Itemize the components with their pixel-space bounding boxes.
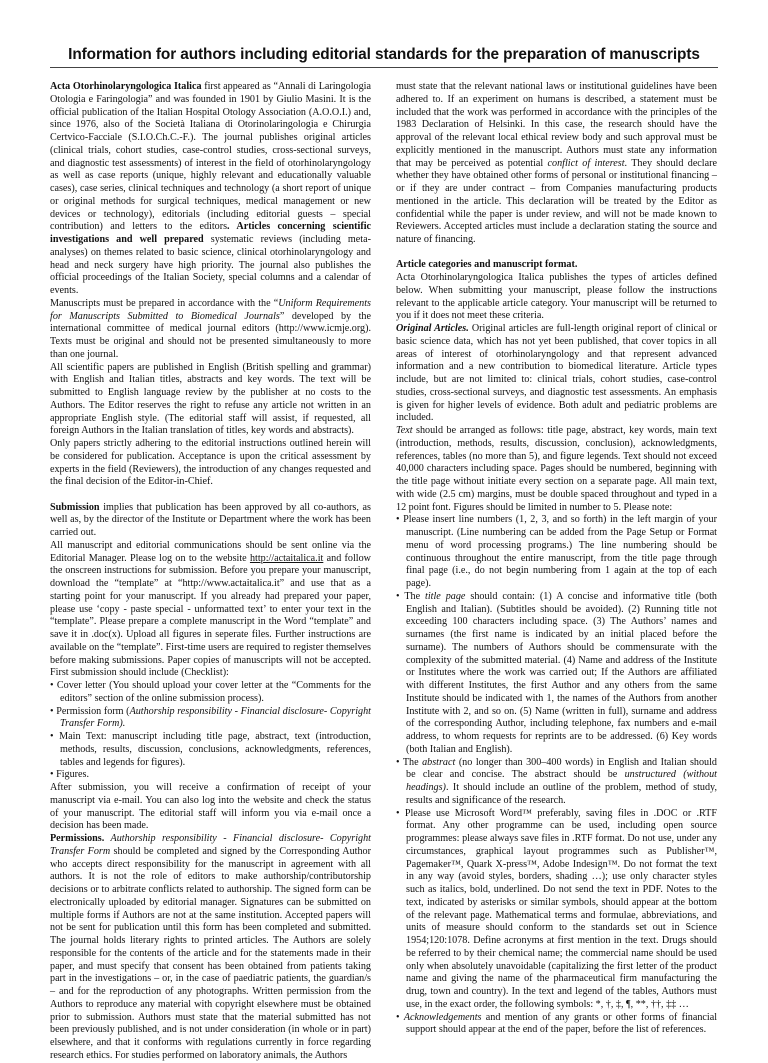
original-articles-paragraph: Original Articles. Original articles are full-length original report of clinical or basic science data, which has not yet been published, that cover topics in all areas of interest of otorhinolaryngology and that represent advanced information and a new contribution to biomedical literature. Article types include, but are not limited to: clinical trials, cohort studies, case-control studies, cross-sectional surveys, and diagnostic test assessments. An emphasis is given for higher levels of evidence. Both adult and pediatric problems are included. [396,323,717,424]
checklist-item: • Cover letter (You should upload your cover letter at the “Comments for the editors” section of the online submission process). [50,680,371,704]
acceptance-paragraph: Only papers strictly adhering to the editorial instructions outlined herein will be considered for publication. Acceptance is upon the critical assessment by experts in the field (Reviewers), the introduction of any changes requested and the final decision of the Editor-in-Chief. [50,438,371,488]
checklist-item: • Main Text: manuscript including title page, abstract, text (introduction, methods, results, discussion, conclusions, acknowledgments, references, tables and legends for figures). [50,731,371,768]
submission-paragraph: Submission implies that publication has been approved by all co-authors, as well as, by the director of the Institute or Department where the work has been carried out. [50,501,371,539]
format-bullet: • Please insert line numbers (1, 2, 3, and so forth) in the left margin of your manuscript. (Line numbering can be added from the Page Setup or Format menu of word processing programs.) The line numbering should be continuous throughout the entire manuscript, from the title page through final page (i.e., do not begin numbering from 1 again at the top of each page). [396,514,717,590]
permissions-paragraph: Permissions. Authorship responsibility - Financial disclosure- Copyright Transfer Form should be completed and signed by the Corresponding Author who accepts direct responsibility for the manuscript in agreement with all authors. It is not the role of editors to make authorship/contributorship decisions or to arbitrate conflicts related to authorship. The signed form can be electronically uploaded by editorial manager. Signatures can be submitted on multiple forms if Authors are not at the same institution. Accepted papers will not be sent for publication until this form has been completed and submitted. The journal holds literary rights to printed articles. The Authors are solely responsible for the contents of the article and for the statements made in their paper, and must specify that consent has been obtained from patients taking part in the investigations – or, in the case of paediatric patients, the guardian/s – and for the reproduction of any photographs. Written permission from the Authors to reproduce any material with copyright elsewhere must be obtained prior to submission. Authors must state that the material submitted has not been previously published, and is not under consideration (in whole or in part) elsewhere, and that it conforms with regulations currently in force regarding research ethics. For studies performed on laboratory animals, the Authors [50,833,371,1061]
section-gap [50,489,371,502]
checklist-item: • Figures. [50,769,89,781]
website-link[interactable]: http://actaitalica.it [249,552,324,564]
intro-paragraph: Acta Otorhinolaryngologica Italica first appeared as “Annali di Laringologia Otologia e Faringologia” and was founded in 1901 by Giulio Masini. It is the official publication of the Italian Hospital Otology Association (A.O.O.I.) and, since 1976, also of the Società Italiana di Otorinolaringologia e Chirurgia Certvico-Facciale (S.I.O.Ch.C.-F.). The journal publishes original articles (clinical trials, cohort studies, case-control studies, cross-sectional surveys, and diagnostic test assessments) of interest in the field of otorhinolaryngology as well as case reports (unique, highly relevant and educationally valuable cases), case series, clinical techniques and technology (a short report of unique or original methods for surgical techniques, medical management or new devices or technology), editorials (including editorial guests – special contribution) and letters to the editors. Articles concerning scientific investigations and well prepared systematic reviews (including meta-analyses) on themes related to basic science, clinical otorhinolaryngology and head and neck surgery have high priority. The journal also publishes the official proceedings of the Italian Society, special columns and a calendar of events. [50,81,372,296]
section-gap [396,247,717,260]
language-paragraph: All scientific papers are published in English (British spelling and grammar) with English and Italian titles, abstracts and key words. The text will be submitted to English language review by the publisher at no costs to the Authors. The Editor reserves the right to refuse any article not written in an appropriate English style. (The editorial staff will assist, if requested, all foreign Authors in the Italian translation of titles, key words and abstracts). [50,361,371,437]
categories-paragraph: Acta Otorhinolaryngologica Italica publishes the types of articles defined below. When submitting your manuscript, please follow the instructions relevant to the applicable article category. Your manuscript will be returned to you if it does not meet these criteria. [396,272,717,322]
manuscripts-paragraph: Manuscripts must be prepared in accordance with the “Uniform Requirements for Manuscripts Submitted to Biomedical Journals” developed by the international committee of medical journal editors (http://www.icmje.org). Texts must be original and should not be presented simultaneously to more than one journal. [50,297,371,360]
online-submission-paragraph: All manuscript and editorial communications should be sent online via the Editorial Manager. Please log on to the website http://actaitalica.it and follow the onscreen instructions for submission. Before you prepare your manuscript, download the “template” at “http://www.actaitalica.it” and use that as a starting point for your manuscript. If you already had prepared your paper, please use ‘copy - paste special - unformatted text’ to enter your text in the “template”. Please prepare a complete manuscript in the Word “template” and save it in .doc(x). Upload all figures in seperate files. Further instructions are available on the “template”. First-time users are required to register themselves before making submissions. Paper copies of manuscripts will not be accepted. First submission should include (Checklist): [50,539,371,679]
format-bullet: • Please use Microsoft Word™ preferably, saving files in .DOC or .RTF format. Any other programme can be used, including open source programmes: please always save files in .RTF format. Do not use, under any circumstances, graphical layout programmes such as Publisher™, Pagemaker™, Quark X-press™, Adobe Indesign™. Do not format the text in any way (avoid styles, borders, shading …); use only character styles such as italics, bold, underlined. Do not send the text in PDF. Notes to the text, indicated by asterisks or similar symbols, should appear at the bottom of the relevant page. Mathematical terms and formulae, abbreviations, and units of measure should conform to the standards set out in Science 1954;120:1078. Define acronyms at first mention in the text. Drugs should be referred to by their chemical name; the commercial name should be used only when absolutely unavoidable (capitalizing the first letter of the product name and giving the name of the pharmaceutical firm manufacturing the drug, town and country). In the text and legend of the tables, Authors must use, in the exact order, the following symbols: *, †, ‡, ¶, **, ††, ‡‡ … [396,807,717,1010]
ethics-paragraph: must state that the relevant national laws or institutional guidelines have been adhered to. If an experiment on humans is described, a statement must be included that the work was performed in accordance with the principles of the 1983 Declaration of Helsinki. In this case, the research should have the approval of the relevant local ethical review body and such approval must be explicitly mentioned in the manuscript. Authors must state any information that may be perceived as potential conflict of interest. They should declare whether they have obtained other forms of personal or institutional financing – or if they are under contract – from Companies manufacturing products mentioned in the article. This declaration will be treated by the Editor as confidential while the paper is under review, and will not be made known to Reviewers. Accepted articles must include a declaration stating the source and nature of financing. [396,81,717,245]
after-submission-paragraph: After submission, you will receive a confirmation of receipt of your manuscript via e-mail. You can also log into the website and check the status of your manuscript. The editorial staff will inform you via e-mail once a decision has been made. [50,782,371,832]
submission-heading: Submission [50,501,100,513]
format-bullet: • Acknowledgements and mention of any grants or other forms of financial support should appear at the end of the paper, before the list of references. [396,1011,718,1036]
text-paragraph: Text should be arranged as follows: title page, abstract, key words, main text (introduction, methods, results, discussion, conclusion), acknowledgments, references, tables (no more than 5), and figure legends. Text should not exceed 40,000 characters including space. Pages should be numbered, beginning with the title page without initiate every section on a separate page. All main text, with wide (2.5 cm) margins, must be double spaced throughout and typed in a 12 point font. Figures should be limited in number to 5. Please note: [396,425,717,513]
categories-heading: Article categories and manuscript format. [396,259,578,271]
format-bullet: • The title page should contain: (1) A concise and informative title (both English and Italian). (Subtitles should be avoided). (2) Running title not exceeding 100 characters including space. (3) The Authors’ names and surnames (the first name is indicated by an initial placed before the surname). The numbers of Authors should be commensurate with the complexity of the submitted material. (4) Name and address of the Institute or Institutes where the work was carried out; If the Authors are affiliated with different Institutes, the first Author and any others from the same Institute should be indicated with 1, the names of the Authors from another Institute with 2, and so on. (5) Name (written in full), surname and address of the corresponding Author, including telephone, fax numbers and e-mail address, to whom requests for reprints are to be addressed. (6) Key words (both Italian and English). [396,590,717,755]
page-title: Information for authors including editorial standards for the preparation of manuscripts [68,46,700,63]
format-bullet: • The abstract (no longer than 300–400 words) in English and Italian should be clear and concise. The abstract should be unstructured (without headings). It should include an outline of the problem, method of study, results and significance of the research. [396,756,717,806]
permissions-heading: Permissions. [50,833,105,845]
checklist-item: • Permission form (Authorship responsibility - Financial disclosure- Copyright Transfer Form). [50,705,371,730]
title-rule [50,67,718,68]
left-column [50,81,371,1063]
journal-name: Acta Otorhinolaryngologica Italica [50,81,202,92]
right-column [396,81,717,1037]
original-articles-heading: Original Articles. [396,323,469,335]
